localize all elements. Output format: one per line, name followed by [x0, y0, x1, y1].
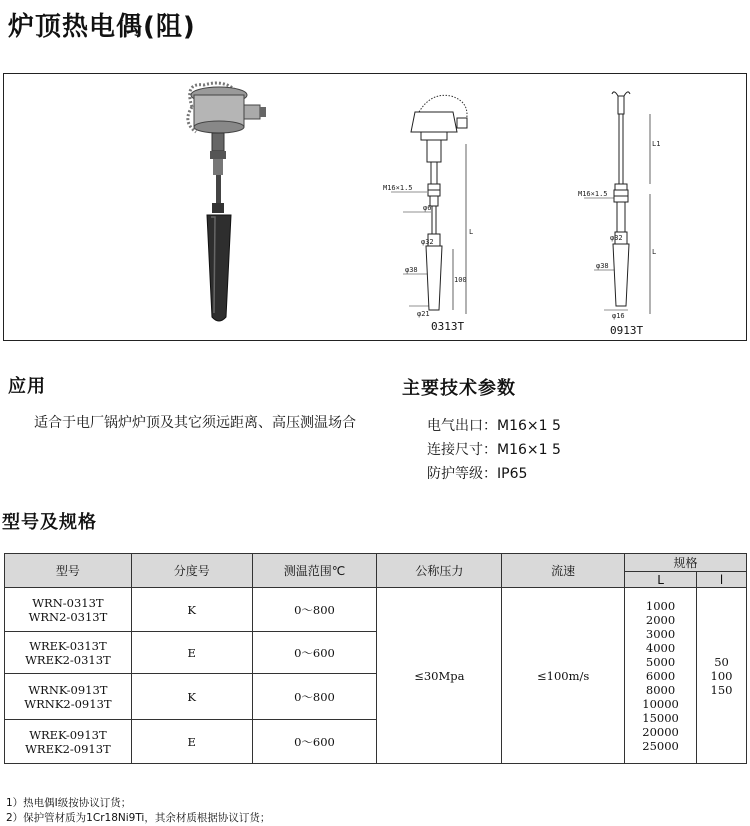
length-L-cell [625, 588, 697, 764]
param-label: 电气出口： [427, 418, 497, 434]
param-protection-class [427, 463, 527, 483]
model-code: WREK2-0913T [25, 741, 111, 756]
drawing1-label: 0313T [431, 320, 465, 333]
model-cell [5, 588, 132, 632]
dim-phi21: φ21 [417, 310, 430, 318]
dim-thread-2: M16×1.5 [578, 190, 608, 198]
drawing2-label: 0913T [610, 324, 644, 337]
application-heading: 应用 [8, 376, 46, 397]
division-cell: E [131, 632, 252, 674]
param-label: 连接尺寸： [427, 442, 497, 458]
spec-heading: 型号及规格 [2, 512, 97, 533]
header-range: 测温范围℃ [252, 554, 377, 588]
dim-phi6: φ6 [423, 204, 432, 212]
param-value: M16×1 5 [497, 442, 561, 458]
dim-l-1: L [469, 228, 474, 236]
dim-phi38-2: φ38 [596, 262, 609, 270]
thermocouple-photo [174, 77, 294, 332]
spec-table [4, 553, 747, 764]
dim-phi32-2: φ32 [610, 234, 623, 242]
header-pressure: 公称压力 [377, 554, 502, 588]
dim-phi38-1: φ38 [405, 266, 418, 274]
model-cell [5, 632, 132, 674]
length-value: 4000 [645, 640, 676, 655]
param-electrical-outlet [427, 415, 561, 435]
length-value: 6000 [645, 668, 676, 683]
application-body: 适合于电厂锅炉炉顶及其它须远距离、高压测温场合 [34, 415, 356, 431]
model-code: WRN-0313T [32, 595, 104, 610]
model-code: WREK2-0313T [25, 652, 111, 667]
length-l-cell [697, 588, 747, 764]
flow-cell: ≤100m/s [502, 588, 625, 764]
footnote-1: 1）热电偶I级按协议订货； [6, 797, 132, 809]
length-value: 150 [710, 682, 733, 697]
range-cell: 0～800 [252, 588, 377, 632]
drawing-0313t [381, 84, 501, 324]
model-code: WREK-0313T [29, 638, 107, 653]
model-code: WRN2-0313T [28, 609, 108, 624]
header-size: 规格 [625, 554, 747, 572]
param-value: M16×1 5 [497, 418, 561, 434]
division-cell: E [131, 720, 252, 764]
param-label: 防护等级： [427, 466, 497, 482]
dim-100: 100 [454, 276, 467, 284]
page-title: 炉顶热电偶(阻) [8, 12, 196, 42]
division-cell: K [131, 588, 252, 632]
footnote-2: 2）保护管材质为1Cr18Ni9Ti，其余材质根据协议订货； [6, 812, 271, 824]
model-code: WREK-0913T [29, 727, 107, 742]
length-value: 2000 [645, 612, 676, 627]
drawing-0913t [578, 84, 684, 324]
length-value: 10000 [642, 696, 679, 711]
range-cell: 0～600 [252, 720, 377, 764]
figure-panel [3, 73, 747, 341]
header-l: l [697, 572, 747, 588]
dim-l-2: L [652, 248, 657, 256]
length-value: 100 [710, 668, 733, 683]
model-cell [5, 674, 132, 720]
dim-l1: L1 [652, 140, 661, 148]
length-value: 25000 [642, 738, 679, 753]
range-cell: 0～600 [252, 632, 377, 674]
header-flow: 流速 [502, 554, 625, 588]
application-text [6, 413, 376, 433]
length-value: 50 [714, 654, 729, 669]
range-cell: 0～800 [252, 674, 377, 720]
length-value: 8000 [645, 682, 676, 697]
param-connection-size [427, 439, 561, 459]
pressure-cell: ≤30Mpa [377, 588, 502, 764]
length-value: 3000 [645, 626, 676, 641]
division-cell: K [131, 674, 252, 720]
dim-thread-1: M16×1.5 [383, 184, 413, 192]
header-division: 分度号 [131, 554, 252, 588]
dim-phi32-1: φ32 [421, 238, 434, 246]
dim-phi16: φ16 [612, 312, 625, 320]
length-value: 1000 [645, 598, 676, 613]
param-value: IP65 [497, 466, 528, 482]
length-value: 5000 [645, 654, 676, 669]
length-value: 15000 [642, 710, 679, 725]
header-L: L [625, 572, 697, 588]
params-heading: 主要技术参数 [402, 378, 516, 399]
length-value: 20000 [642, 724, 679, 739]
model-code: WRNK2-0913T [24, 696, 112, 711]
header-model: 型号 [5, 554, 132, 588]
model-cell [5, 720, 132, 764]
model-code: WRNK-0913T [28, 682, 108, 697]
